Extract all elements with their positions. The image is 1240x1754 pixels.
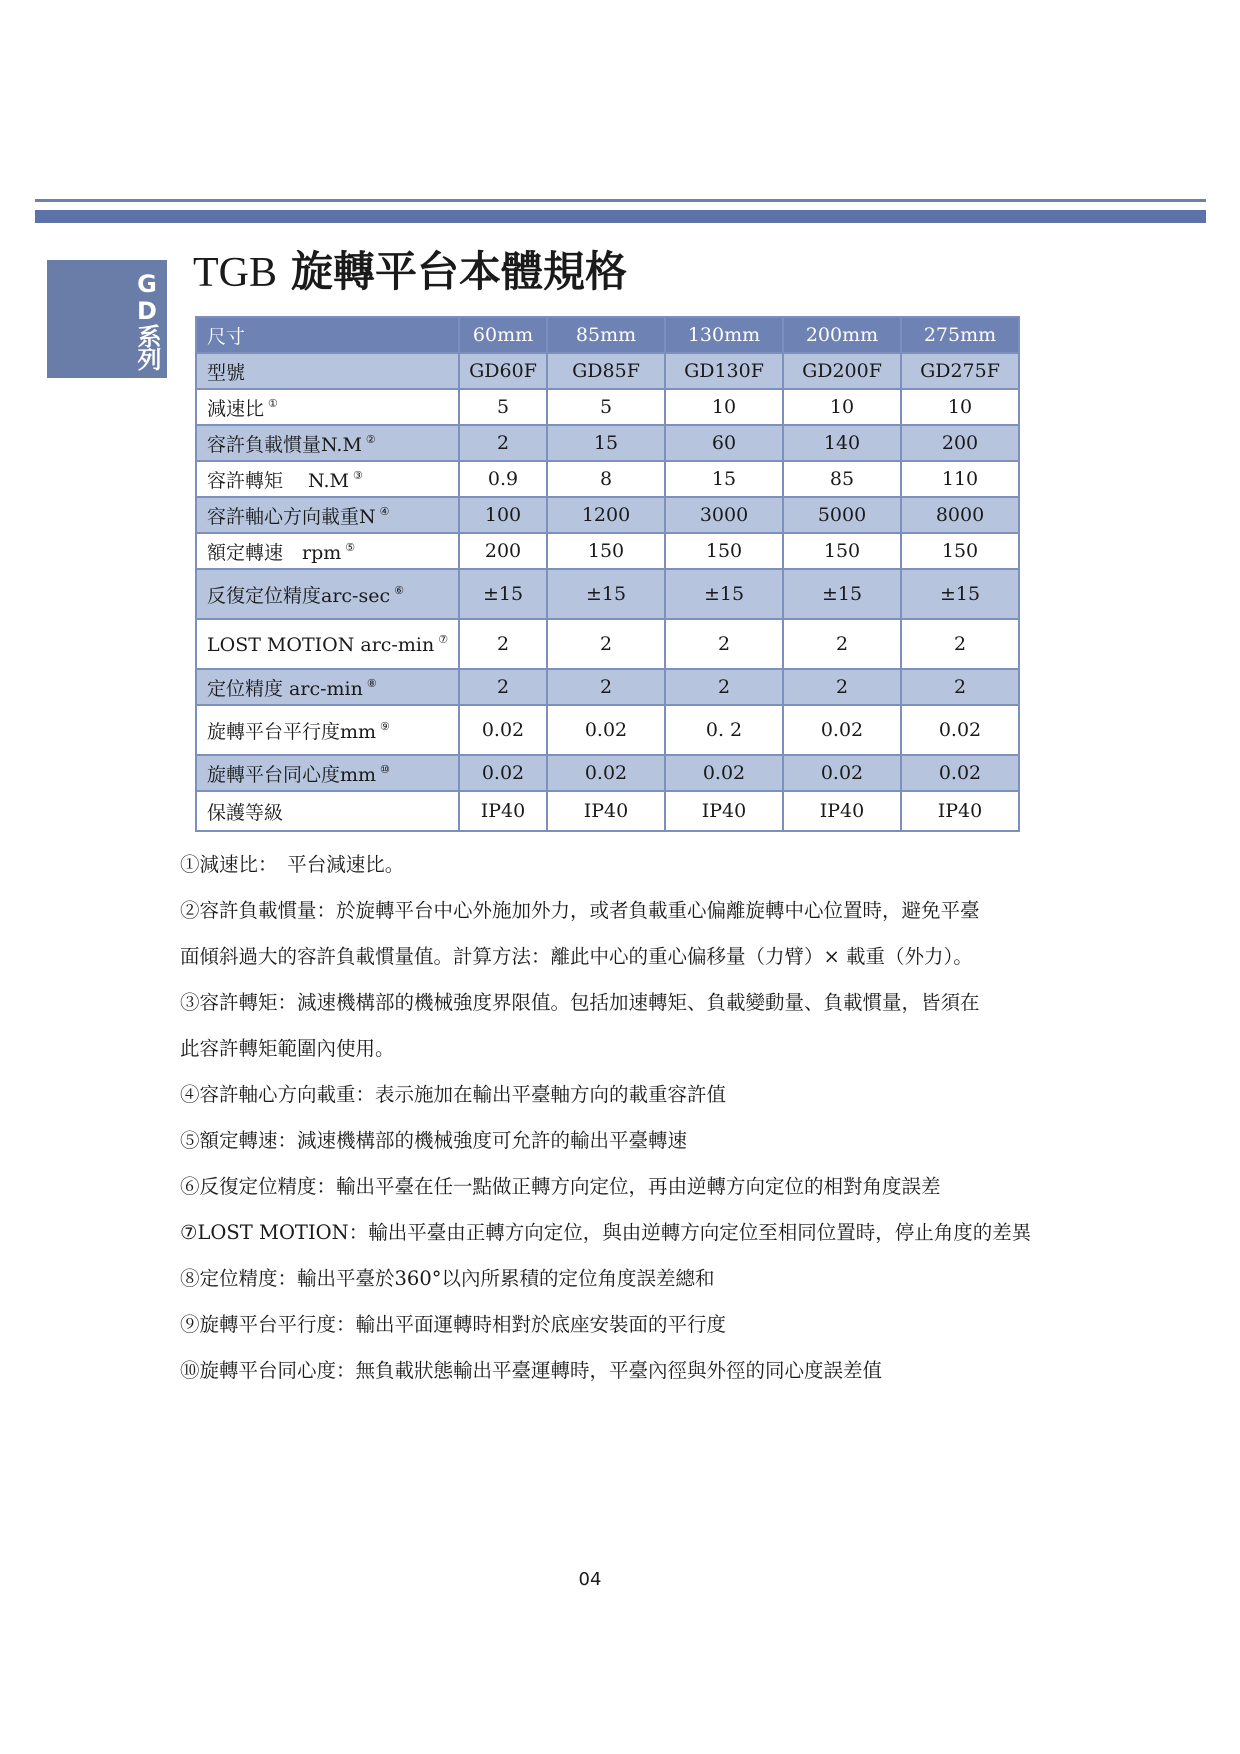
table-row xyxy=(196,389,1019,425)
table-cell: 5 xyxy=(547,389,665,425)
table-cell: 1200 xyxy=(547,497,665,533)
table-cell: 0.02 xyxy=(901,755,1019,791)
table-cell: 100 xyxy=(459,497,547,533)
table-cell: ±15 xyxy=(783,569,901,619)
row-label: 額定轉速 rpm ⑤ xyxy=(196,533,459,569)
table-cell: 2 xyxy=(459,669,547,705)
table-header-cell: 275mm xyxy=(901,317,1019,353)
table-row xyxy=(196,497,1019,533)
series-tab xyxy=(47,260,167,378)
row-label: 容許負載慣量N.M ② xyxy=(196,425,459,461)
note-line: ⑨旋轉平台平行度：輸出平面運轉時相對於底座安裝面的平行度 xyxy=(180,1313,727,1336)
footnote-mark: ⑩ xyxy=(380,762,390,776)
table-cell: ±15 xyxy=(665,569,783,619)
table-cell: 2 xyxy=(665,619,783,669)
table-cell: 2 xyxy=(547,669,665,705)
footnote-mark: ⑨ xyxy=(380,719,390,733)
table-cell: 0.02 xyxy=(459,705,547,755)
page-title xyxy=(193,242,627,302)
row-label: 反復定位精度arc-sec ⑥ xyxy=(196,569,459,619)
table-cell: 150 xyxy=(665,533,783,569)
table-row xyxy=(196,619,1019,669)
table-header-label: 尺寸 xyxy=(196,317,459,353)
header-rule-thick xyxy=(35,210,1206,223)
table-cell: 0.02 xyxy=(783,755,901,791)
note-line: ⑧定位精度：輸出平臺於360°以內所累積的定位角度誤差總和 xyxy=(180,1267,715,1290)
table-cell: ±15 xyxy=(547,569,665,619)
table-cell: GD275F xyxy=(901,353,1019,389)
table-cell: 10 xyxy=(783,389,901,425)
table-header-cell: 85mm xyxy=(547,317,665,353)
row-label: 容許轉矩 N.M ③ xyxy=(196,461,459,497)
note-line: ①減速比： 平台減速比。 xyxy=(180,853,405,876)
footnote-mark: ④ xyxy=(379,504,390,518)
page-number: 04 xyxy=(578,1569,602,1590)
table-cell: 2 xyxy=(783,619,901,669)
table-cell: GD130F xyxy=(665,353,783,389)
page-title-cjk: 旋轉平台本體規格 xyxy=(291,247,628,296)
table-cell: 8000 xyxy=(901,497,1019,533)
table-cell: 85 xyxy=(783,461,901,497)
note-line: 面傾斜過大的容許負載慣量值。計算方法：離此中心的重心偏移量（力臂）× 載重（外力）。 xyxy=(180,945,973,968)
table-cell: 0.02 xyxy=(459,755,547,791)
table-row xyxy=(196,705,1019,755)
table-cell: 0.02 xyxy=(901,705,1019,755)
table-cell: 150 xyxy=(783,533,901,569)
table-cell: 2 xyxy=(901,669,1019,705)
table-cell: IP40 xyxy=(901,791,1019,831)
table-cell: IP40 xyxy=(459,791,547,831)
table-cell: 2 xyxy=(665,669,783,705)
table-cell: ±15 xyxy=(901,569,1019,619)
table-cell: 200 xyxy=(459,533,547,569)
footnote-mark: ⑧ xyxy=(366,676,377,690)
table-row xyxy=(196,791,1019,831)
note-line: 此容許轉矩範圍內使用。 xyxy=(180,1037,395,1060)
table-cell: 150 xyxy=(901,533,1019,569)
table-cell: IP40 xyxy=(547,791,665,831)
page-title-latin: TGB xyxy=(193,250,277,296)
footnote-mark: ⑥ xyxy=(394,583,404,597)
table-cell: 150 xyxy=(547,533,665,569)
table-header-cell: 130mm xyxy=(665,317,783,353)
table-header-cell: 60mm xyxy=(459,317,547,353)
table-cell: 200 xyxy=(901,425,1019,461)
note-line: ⑥反復定位精度：輸出平臺在任一點做正轉方向定位，再由逆轉方向定位的相對角度誤差 xyxy=(180,1175,941,1198)
table-cell: 60 xyxy=(665,425,783,461)
table-cell: 15 xyxy=(665,461,783,497)
table-cell: 10 xyxy=(665,389,783,425)
series-tab-label: GD系列 xyxy=(133,270,161,370)
table-cell: 0.9 xyxy=(459,461,547,497)
table-cell: GD60F xyxy=(459,353,547,389)
note-line: ⑤額定轉速：減速機構部的機械強度可允許的輸出平臺轉速 xyxy=(180,1129,688,1152)
row-label: 旋轉平台同心度mm ⑩ xyxy=(196,755,459,791)
table-cell: 8 xyxy=(547,461,665,497)
table-row xyxy=(196,569,1019,619)
table-cell: 0.02 xyxy=(665,755,783,791)
table-cell: 2 xyxy=(783,669,901,705)
table-cell: GD200F xyxy=(783,353,901,389)
table-cell: 10 xyxy=(901,389,1019,425)
header-rule-thin xyxy=(35,199,1206,202)
row-label: 型號 xyxy=(196,353,459,389)
table-cell: 0.02 xyxy=(783,705,901,755)
table-row xyxy=(196,425,1019,461)
spec-table xyxy=(195,316,1020,832)
row-label: 旋轉平台平行度mm ⑨ xyxy=(196,705,459,755)
table-row xyxy=(196,461,1019,497)
table-cell: 5 xyxy=(459,389,547,425)
table-cell: 0.02 xyxy=(547,705,665,755)
footnotes xyxy=(180,842,1060,1394)
table-cell: 0.02 xyxy=(547,755,665,791)
table-cell: ±15 xyxy=(459,569,547,619)
row-label: 容許軸心方向載重N ④ xyxy=(196,497,459,533)
footnote-mark: ⑦ xyxy=(438,632,449,646)
table-header-cell: 200mm xyxy=(783,317,901,353)
footnote-mark: ② xyxy=(365,432,376,446)
footnote-mark: ③ xyxy=(352,468,363,482)
table-cell: 5000 xyxy=(783,497,901,533)
table-cell: 3000 xyxy=(665,497,783,533)
table-cell: 110 xyxy=(901,461,1019,497)
table-cell: IP40 xyxy=(783,791,901,831)
table-cell: 2 xyxy=(901,619,1019,669)
row-label: 定位精度 arc-min ⑧ xyxy=(196,669,459,705)
table-cell: GD85F xyxy=(547,353,665,389)
note-line: ③容許轉矩：減速機構部的機械強度界限值。包括加速轉矩、負載變動量、負載慣量，皆須在 xyxy=(180,991,980,1014)
table-cell: 2 xyxy=(459,619,547,669)
row-label: 減速比 ① xyxy=(196,389,459,425)
row-label: LOST MOTION arc-min ⑦ xyxy=(196,619,459,669)
table-cell: 2 xyxy=(547,619,665,669)
note-line: ②容許負載慣量：於旋轉平台中心外施加外力，或者負載重心偏離旋轉中心位置時，避免平臺 xyxy=(180,899,980,922)
note-line: ④容許軸心方向載重：表示施加在輸出平臺軸方向的載重容許值 xyxy=(180,1083,727,1106)
table-header-row xyxy=(196,317,1019,353)
footnote-mark: ① xyxy=(268,396,278,410)
table-cell: IP40 xyxy=(665,791,783,831)
table-row xyxy=(196,533,1019,569)
footnote-mark: ⑤ xyxy=(345,540,356,554)
table-cell: 0. 2 xyxy=(665,705,783,755)
table-row xyxy=(196,755,1019,791)
note-line: ⑦LOST MOTION：輸出平臺由正轉方向定位，與由逆轉方向定位至相同位置時，停止角度的差異 xyxy=(180,1221,1032,1244)
table-cell: 140 xyxy=(783,425,901,461)
table-row xyxy=(196,353,1019,389)
row-label: 保護等級 xyxy=(196,791,459,831)
table-row xyxy=(196,669,1019,705)
note-line: ⑩旋轉平台同心度：無負載狀態輸出平臺運轉時，平臺內徑與外徑的同心度誤差值 xyxy=(180,1359,883,1382)
table-cell: 2 xyxy=(459,425,547,461)
table-cell: 15 xyxy=(547,425,665,461)
